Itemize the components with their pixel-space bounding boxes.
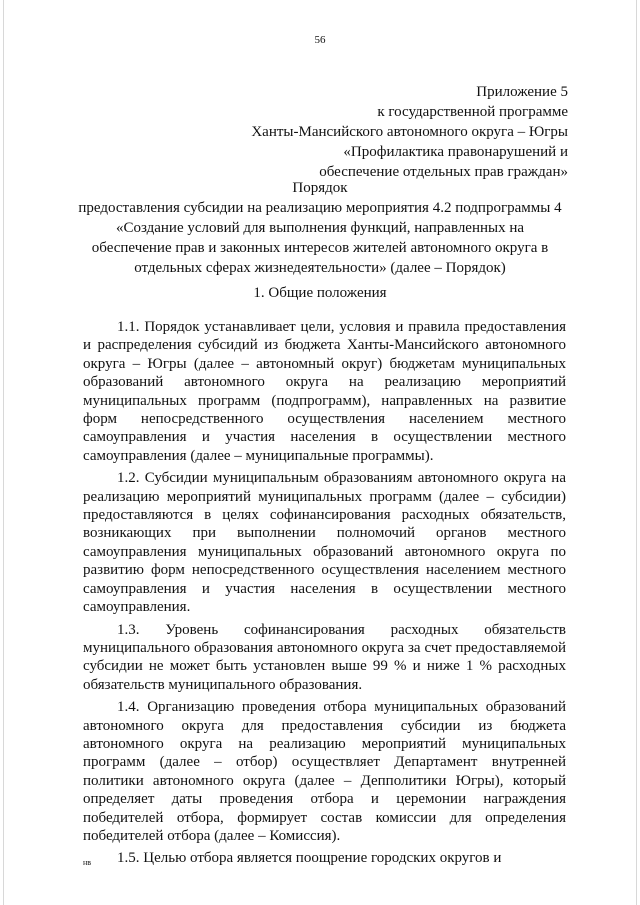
document-title (75, 178, 565, 278)
paragraph-1-5: 1.5. Целью отбора является поощрение городских округов и (117, 850, 502, 867)
title-line: Порядок (292, 180, 348, 196)
scan-edge-right (636, 0, 637, 905)
footer-code: нв (83, 858, 92, 867)
appendix-line: к государственной программе (377, 104, 568, 120)
section-heading: 1. Общие положения (253, 285, 387, 301)
scan-edge-left (3, 0, 4, 905)
appendix-line: Приложение 5 (476, 84, 568, 100)
paragraph-1-4: 1.4. Организацию проведения отбора муниципальных образований автономного округа для предоставления субсидии из бюджета автономного округа на реализацию мероприятий муниципальных программ (далее – отбор) осуществляет Департамент внутренней политики автономного округа (далее – Депполитики Югры), который определяет даты проведения отбора и церемонии награждения победителей отбора, формирует состав комиссии для определения победителей отбора (далее – Комиссия). (83, 699, 566, 844)
appendix-line: обеспечение отдельных прав граждан» (319, 164, 568, 180)
page-number: 56 (314, 34, 326, 46)
appendix-line: «Профилактика правонарушений и (343, 144, 568, 160)
title-line: отдельных сферах жизнедеятельности» (далее – Порядок) (134, 260, 506, 276)
title-line: обеспечение прав и законных интересов жителей автономного округа в (91, 240, 549, 256)
paragraph-1-1: 1.1. Порядок устанавливает цели, условия и правила предоставления и распределения субсидий из бюджета Ханты-Мансийского автономного округа – Югры (далее – автономный округ) бюджетам муниципальных образований автономного округа на реализацию мероприятий муниципальных программ (подпрограмм), направленных на развитие форм непосредственного осуществления населением местного самоуправления и участия населения в осуществлении местного самоуправления (далее – муниципальные программы). (83, 319, 566, 464)
appendix-header (168, 82, 568, 182)
title-line: «Создание условий для выполнения функций, направленных на (115, 220, 525, 236)
appendix-line: Ханты-Мансийского автономного округа – Югры (251, 124, 568, 140)
paragraph-1-2: 1.2. Субсидии муниципальным образованиям автономного округа на реализацию мероприятий муниципальных программ (далее – субсидии) предоставляются в целях софинансирования расходных обязательств, возникающих при выполнении полномочий органов местного самоуправления муниципальных образований автономного округа по развитию форм непосредственного осуществления населением местного самоуправления и участия населения в осуществлении местного самоуправления. (83, 470, 566, 616)
paragraph-1-3: 1.3. Уровень софинансирования расходных обязательств муниципального образования автономного округа за счет предоставляемой субсидии не может быть установлен выше 99 % и ниже 1 % расходных обязательств муниципального образования. (83, 621, 566, 693)
title-line: предоставления субсидии на реализацию мероприятия 4.2 подпрограммы 4 (78, 200, 562, 216)
body-text (83, 318, 566, 872)
